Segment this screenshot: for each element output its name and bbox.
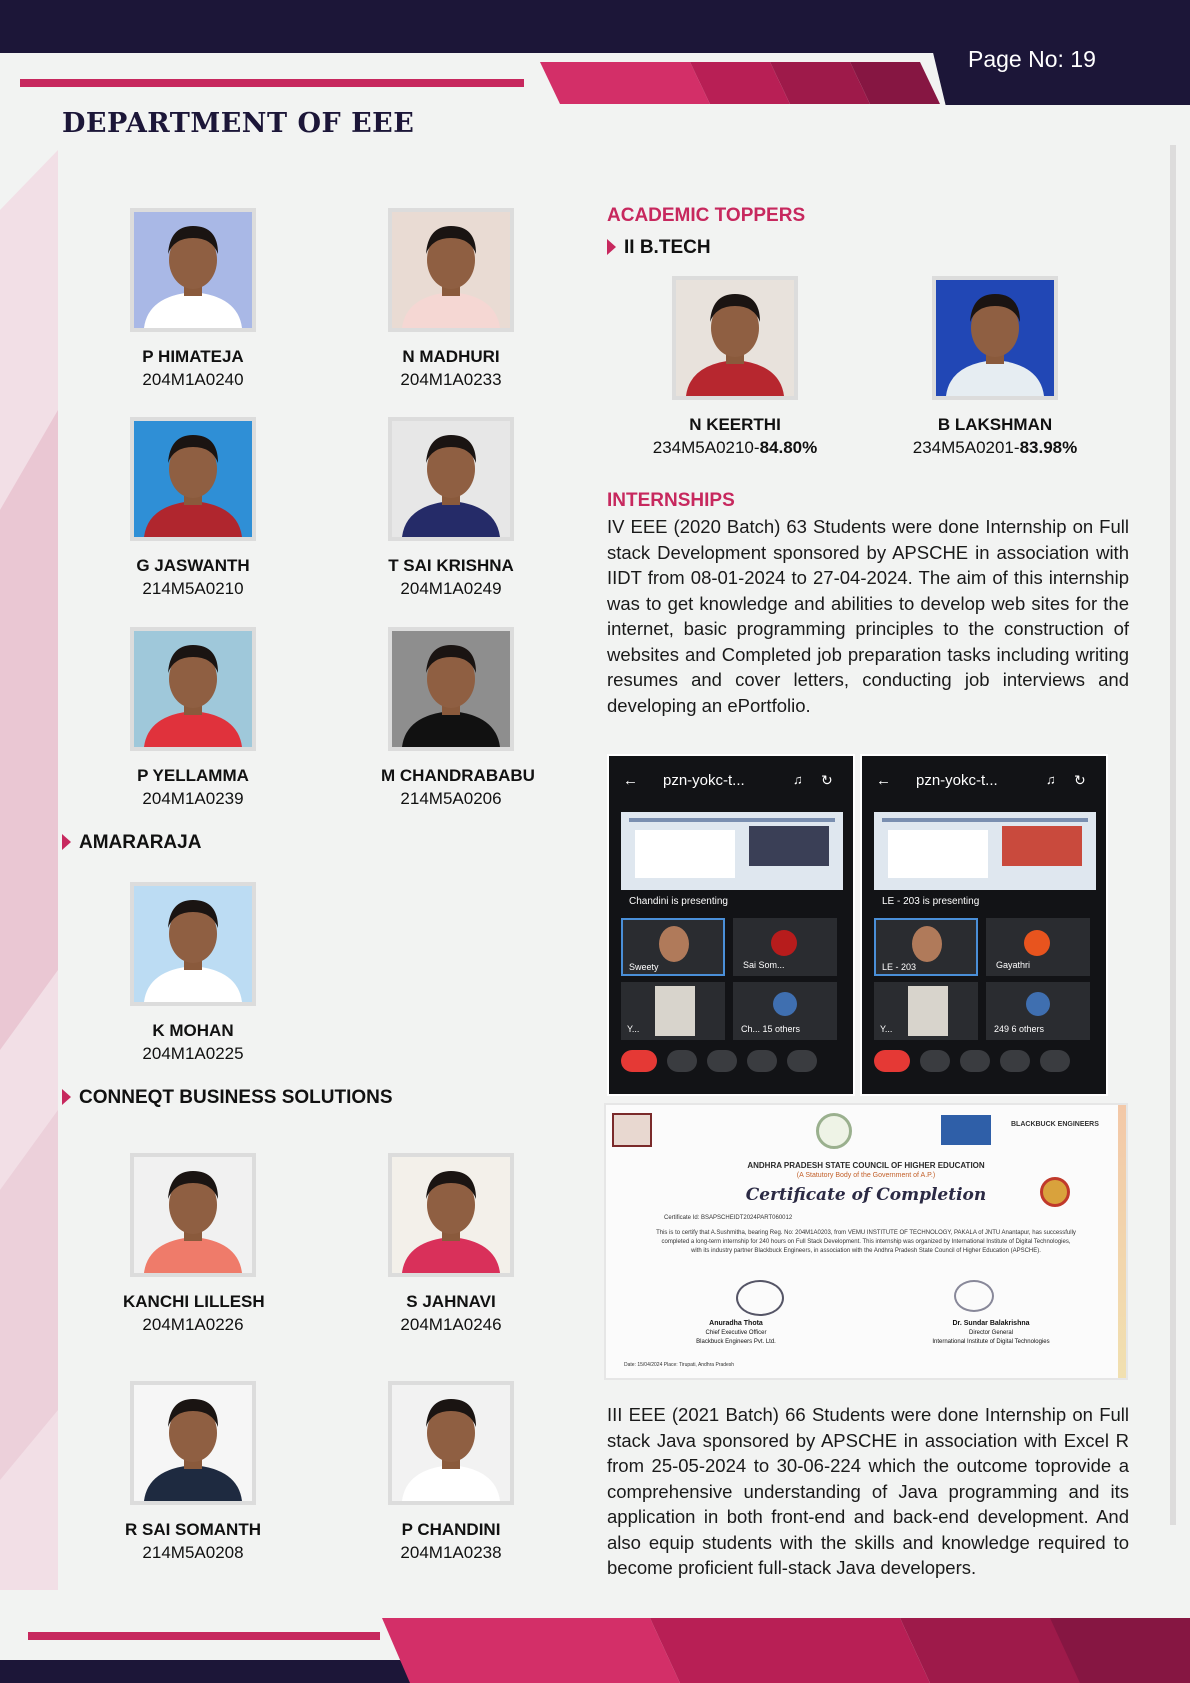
student-photo bbox=[130, 208, 256, 332]
certificate-statutory: (A Statutory Body of the Government of A.P.) bbox=[796, 1172, 936, 1179]
end-call-button bbox=[621, 1050, 657, 1072]
participant-tile: Ch... 15 others bbox=[733, 982, 837, 1040]
footer-bar bbox=[0, 1618, 1190, 1683]
placement-student-card bbox=[381, 208, 521, 390]
student-id: 204M1A0233 bbox=[400, 370, 502, 389]
internship-paragraph-1: IV EEE (2020 Batch) 63 Students were done Internship on Full stack Development sponsored by APSCHE in association with IIDT from 08-01-2024 to 27-04-2024. The aim of this internship was to get knowledge and abilities to develop web sites for the internet, basic programming principles to the construction of websites and Completed job preparation tasks including writing resumes and cover letters, conducting job interviews and developing an ePortfolio. bbox=[607, 516, 1129, 716]
internships-heading: INTERNSHIPS bbox=[607, 490, 735, 511]
person-silhouette-icon bbox=[676, 280, 794, 396]
person-silhouette-icon bbox=[134, 421, 252, 537]
certificate-body: This is to certify that A.Sushmitha, bearing Reg. No: 204M1A0203, from VEMU INSTITUTE OF TECHNOLOGY, PAKALA of JNTU Anantapur, has successfully completed a long-term internship for 240 hours on Full Stack Development. This internship was organized by International Institute of Digital Technologies, with its industry partner Blackbuck Engineers, in association with the Andhra Pradesh State Council of Higher Education (APSCHE). bbox=[656, 1230, 1076, 1254]
iidt-logo bbox=[941, 1115, 991, 1145]
person-silhouette-icon bbox=[392, 631, 510, 747]
student-photo bbox=[130, 627, 256, 751]
student-name: M CHANDRABABU bbox=[381, 766, 535, 785]
signatory-2-org: International Institute of Digital Technologies bbox=[932, 1339, 1050, 1345]
amararaja-heading bbox=[62, 832, 201, 854]
presentation-view bbox=[621, 812, 843, 890]
student-photo bbox=[130, 1381, 256, 1505]
student-score: 84.80% bbox=[759, 438, 818, 457]
person-silhouette-icon bbox=[392, 421, 510, 537]
participant-tile: Sweety bbox=[621, 918, 725, 976]
student-id-line bbox=[123, 579, 263, 599]
camera-button bbox=[920, 1050, 950, 1072]
student-id-line bbox=[381, 1315, 521, 1335]
student-id-line bbox=[123, 1543, 263, 1563]
signatory-2-role: Director General bbox=[968, 1330, 1013, 1336]
raise-hand-button bbox=[747, 1050, 777, 1072]
student-name: S JAHNAVI bbox=[406, 1292, 496, 1311]
certificate-seal-2 bbox=[954, 1280, 994, 1312]
student-photo bbox=[388, 627, 514, 751]
certificate-council: ANDHRA PRADESH STATE COUNCIL OF HIGHER EDUCATION bbox=[747, 1161, 985, 1170]
person-silhouette-icon bbox=[936, 280, 1054, 396]
signatory-1-org: Blackbuck Engineers Pvt. Ltd. bbox=[696, 1339, 776, 1345]
student-name: P CHANDINI bbox=[401, 1520, 501, 1539]
switch-camera-icon: ↻ bbox=[1074, 772, 1086, 788]
person-silhouette-icon bbox=[392, 1157, 510, 1273]
student-name: N MADHURI bbox=[402, 347, 500, 366]
mic-button bbox=[960, 1050, 990, 1072]
person-silhouette-icon bbox=[392, 212, 510, 328]
arrow-icon bbox=[62, 834, 71, 850]
participant-tile: Y... bbox=[874, 982, 978, 1040]
student-id-line bbox=[381, 370, 521, 390]
placement-student-card bbox=[123, 417, 263, 599]
signatory-1-name: Anuradha Thota bbox=[709, 1320, 763, 1327]
conneqt-heading-text: CONNEQT BUSINESS SOLUTIONS bbox=[79, 1087, 393, 1108]
header-stripes bbox=[540, 62, 940, 104]
amararaja-student-card bbox=[123, 882, 263, 1064]
student-name: R SAI SOMANTH bbox=[125, 1520, 261, 1539]
person-silhouette-icon bbox=[134, 1385, 252, 1501]
meeting-code: pzn-yokc-t... bbox=[916, 772, 998, 789]
department-title: DEPARTMENT OF EEE bbox=[62, 108, 415, 139]
student-id-line bbox=[381, 789, 521, 809]
toppers-subheading-text: II B.TECH bbox=[624, 237, 711, 258]
toppers-subheading bbox=[607, 237, 711, 259]
raise-hand-button bbox=[1000, 1050, 1030, 1072]
certificate-footer: Date: 15/04/2024 Place: Tirupati, Andhra Pradesh bbox=[624, 1362, 735, 1368]
student-id: 234M5A0210- bbox=[652, 438, 760, 457]
student-id-line bbox=[123, 789, 263, 809]
meeting-screenshot bbox=[860, 754, 1108, 1096]
conneqt-student-card bbox=[381, 1381, 521, 1563]
student-id-line bbox=[381, 579, 521, 599]
student-id: 204M1A0239 bbox=[142, 789, 244, 808]
student-id: 214M5A0206 bbox=[400, 789, 502, 808]
student-id-line bbox=[895, 438, 1095, 458]
page-number: Page No: 19 bbox=[968, 46, 1096, 72]
participant-tile: Sai Som... bbox=[733, 918, 837, 976]
person-silhouette-icon bbox=[134, 212, 252, 328]
participant-tile: 249 6 others bbox=[986, 982, 1090, 1040]
meeting-screenshot bbox=[607, 754, 855, 1096]
student-name: P YELLAMMA bbox=[137, 766, 249, 785]
signatory-1-role: Chief Executive Officer bbox=[705, 1330, 767, 1336]
placement-student-card bbox=[381, 627, 535, 809]
student-id: 204M1A0249 bbox=[400, 579, 502, 598]
conneqt-student-card bbox=[123, 1153, 263, 1335]
person-silhouette-icon bbox=[392, 1385, 510, 1501]
conneqt-student-card bbox=[123, 1381, 263, 1563]
certificate-border bbox=[1118, 1105, 1126, 1378]
speaker-icon: ♫ bbox=[1046, 772, 1056, 787]
student-photo bbox=[388, 1153, 514, 1277]
back-arrow-icon: ← bbox=[623, 772, 638, 789]
student-id: 214M5A0208 bbox=[142, 1543, 244, 1562]
presentation-view bbox=[874, 812, 1096, 890]
student-name: G JASWANTH bbox=[136, 556, 250, 575]
signatory-2-name: Dr. Sundar Balakrishna bbox=[952, 1320, 1030, 1327]
student-id: 204M1A0238 bbox=[400, 1543, 502, 1562]
student-photo bbox=[388, 208, 514, 332]
topper-student-card bbox=[635, 276, 835, 458]
emblem-icon bbox=[816, 1113, 852, 1149]
mic-button bbox=[707, 1050, 737, 1072]
switch-camera-icon: ↻ bbox=[821, 772, 833, 788]
student-score: 83.98% bbox=[1019, 438, 1078, 457]
conneqt-heading bbox=[62, 1087, 393, 1109]
amararaja-heading-text: AMARARAJA bbox=[79, 832, 202, 853]
speaker-icon: ♫ bbox=[793, 772, 803, 787]
placement-student-card bbox=[381, 417, 521, 599]
student-id: 234M5A0201- bbox=[912, 438, 1020, 457]
certificate-title: Certificate of Completion bbox=[745, 1185, 987, 1205]
arrow-icon bbox=[607, 239, 616, 255]
student-name: K MOHAN bbox=[152, 1021, 234, 1040]
student-id-line bbox=[635, 438, 835, 458]
student-name: P HIMATEJA bbox=[142, 347, 244, 366]
participant-tile: LE - 203 bbox=[874, 918, 978, 976]
header-accent-line bbox=[20, 79, 524, 87]
student-id-line bbox=[123, 1044, 263, 1064]
camera-button bbox=[667, 1050, 697, 1072]
student-photo bbox=[388, 1381, 514, 1505]
placement-student-card bbox=[123, 627, 263, 809]
certificate-id: Certificate Id: BSAPSCHEIDT2024PART060012 bbox=[664, 1215, 793, 1221]
certificate-seal bbox=[736, 1280, 784, 1316]
participant-tile: Gayathri bbox=[986, 918, 1090, 976]
student-photo bbox=[130, 882, 256, 1006]
end-call-button bbox=[874, 1050, 910, 1072]
student-id: 204M1A0246 bbox=[400, 1315, 502, 1334]
student-photo bbox=[672, 276, 798, 400]
presenting-label: Chandini is presenting bbox=[629, 896, 728, 907]
student-name: B LAKSHMAN bbox=[937, 415, 1053, 434]
student-id-line bbox=[381, 1543, 521, 1563]
more-options-button bbox=[787, 1050, 817, 1072]
blackbuck-logo: BLACKBUCK ENGINEERS bbox=[1011, 1121, 1099, 1128]
student-photo bbox=[130, 417, 256, 541]
student-photo bbox=[932, 276, 1058, 400]
student-photo bbox=[388, 417, 514, 541]
apsche-logo bbox=[612, 1113, 652, 1147]
meeting-code: pzn-yokc-t... bbox=[663, 772, 745, 789]
right-divider bbox=[1170, 145, 1176, 1525]
student-id: 204M1A0225 bbox=[142, 1044, 244, 1063]
student-id: 214M5A0210 bbox=[142, 579, 244, 598]
more-options-button bbox=[1040, 1050, 1070, 1072]
conneqt-student-card bbox=[381, 1153, 521, 1335]
student-name: N KEERTHI bbox=[689, 415, 781, 434]
left-decoration bbox=[0, 150, 58, 1590]
participant-tile: Y... bbox=[621, 982, 725, 1040]
arrow-icon bbox=[62, 1089, 71, 1105]
student-id: 204M1A0240 bbox=[142, 370, 244, 389]
student-photo bbox=[130, 1153, 256, 1277]
person-silhouette-icon bbox=[134, 631, 252, 747]
topper-student-card bbox=[895, 276, 1095, 458]
student-id-line bbox=[123, 1315, 263, 1335]
placement-student-card bbox=[123, 208, 263, 390]
toppers-heading: ACADEMIC TOPPERS bbox=[607, 205, 806, 226]
award-ribbon-icon bbox=[1040, 1177, 1070, 1207]
student-name: KANCHI LILLESH bbox=[123, 1292, 265, 1311]
back-arrow-icon: ← bbox=[876, 772, 891, 789]
presenting-label: LE - 203 is presenting bbox=[882, 896, 980, 907]
student-id: 204M1A0226 bbox=[142, 1315, 244, 1334]
student-name: T SAI KRISHNA bbox=[388, 556, 514, 575]
person-silhouette-icon bbox=[134, 886, 252, 1002]
certificate-image bbox=[604, 1103, 1128, 1380]
student-id-line bbox=[123, 370, 263, 390]
person-silhouette-icon bbox=[134, 1157, 252, 1273]
internship-paragraph-2: III EEE (2021 Batch) 66 Students were done Internship on Full stack Java sponsored by APSCHE in association with Excel R from 25-05-2024 to 30-06-224 which the outcome toprovide a comprehensive understanding of Java programming and its application in both front-end and back-end development. And also equip students with the skills and knowledge required to become proficient full-stack Java developers. bbox=[607, 1404, 1129, 1578]
